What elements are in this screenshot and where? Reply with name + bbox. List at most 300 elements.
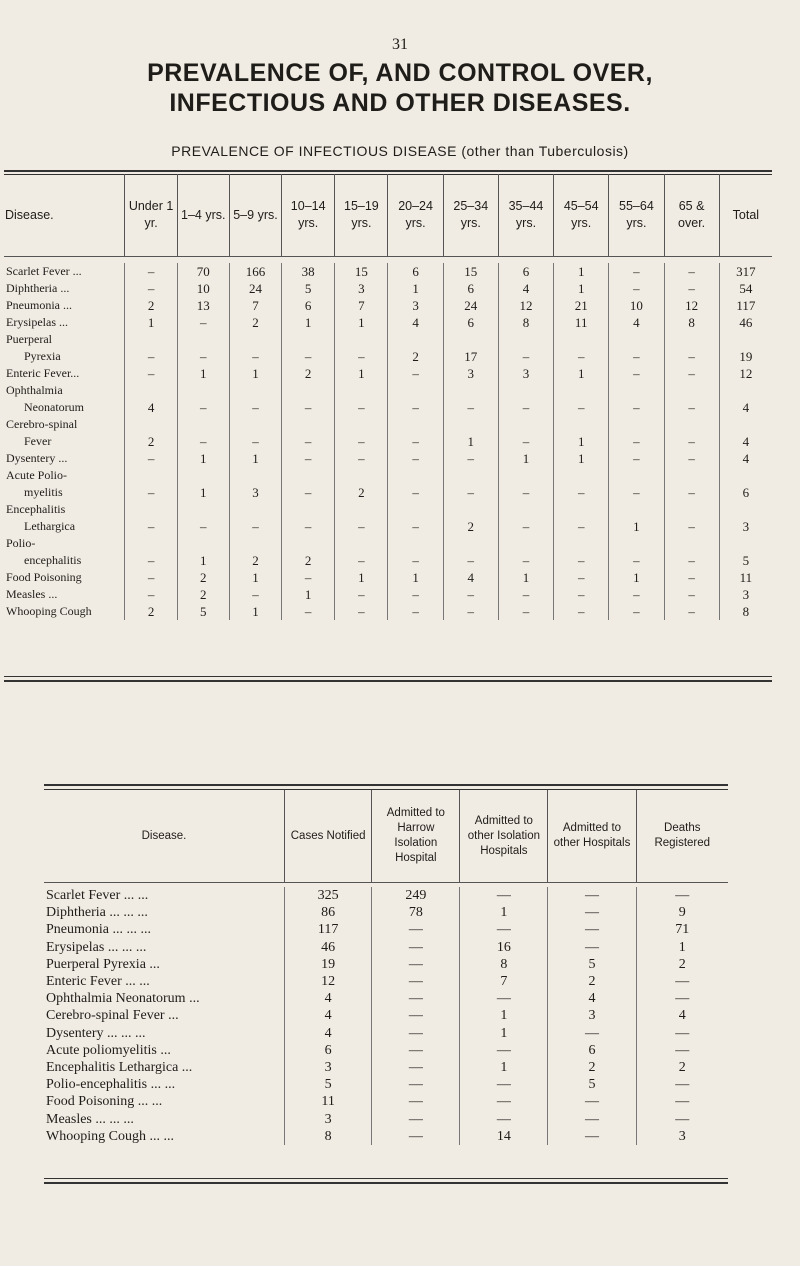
column-header: 45–54 yrs. (554, 174, 609, 257)
data-cell: – (388, 399, 443, 416)
disease-name: Food Poisoning (6, 570, 82, 584)
data-cell: 1 (636, 939, 728, 956)
data-cell: 5 (548, 956, 636, 973)
data-cell (125, 535, 177, 552)
disease-name-cell (4, 501, 125, 518)
total-cell (719, 467, 772, 484)
data-cell: – (125, 348, 177, 365)
data-cell: – (125, 569, 177, 586)
total-cell: 4 (719, 450, 772, 467)
data-cell: 2 (282, 552, 335, 569)
data-cell: – (335, 433, 388, 450)
data-cell (229, 382, 281, 399)
data-cell: – (498, 399, 553, 416)
data-cell (388, 501, 443, 518)
data-cell: – (388, 518, 443, 535)
data-cell: 1 (460, 1007, 548, 1024)
data-cell: – (554, 399, 609, 416)
data-cell: – (388, 365, 443, 382)
data-cell: – (609, 348, 664, 365)
data-cell (229, 501, 281, 518)
data-cell: – (388, 603, 443, 620)
data-cell (177, 416, 229, 433)
table-row (44, 1128, 728, 1145)
data-cell: — (460, 990, 548, 1007)
table-row (44, 904, 728, 921)
disease-name-cell (4, 382, 125, 399)
data-cell: – (282, 603, 335, 620)
data-cell: — (372, 1110, 460, 1127)
data-cell (282, 501, 335, 518)
data-cell (443, 416, 498, 433)
data-cell: – (664, 263, 719, 280)
data-cell: 1 (554, 450, 609, 467)
data-cell: 46 (284, 939, 371, 956)
page-number: 31 (392, 36, 408, 53)
data-cell: 2 (335, 484, 388, 501)
data-cell: — (372, 956, 460, 973)
total-cell: 11 (719, 569, 772, 586)
data-cell: – (177, 433, 229, 450)
data-cell: — (636, 973, 728, 990)
data-cell: — (636, 1110, 728, 1127)
data-cell: 4 (498, 280, 553, 297)
table-row (44, 973, 728, 990)
data-cell: 1 (177, 484, 229, 501)
disease-name: Puerperal (6, 332, 52, 346)
data-cell: 21 (554, 297, 609, 314)
data-cell (282, 535, 335, 552)
disease-name: Erysipelas ... (6, 315, 68, 329)
data-cell: 16 (460, 939, 548, 956)
data-cell: — (460, 1110, 548, 1127)
disease-name: Cerebro-spinal Fever ... (46, 1008, 179, 1024)
column-header: 5–9 yrs. (229, 174, 281, 257)
data-cell: — (548, 887, 636, 904)
table-row (4, 569, 772, 586)
column-header: Total (719, 174, 772, 257)
data-cell: – (229, 348, 281, 365)
data-cell (498, 331, 553, 348)
data-cell: – (335, 518, 388, 535)
data-cell (609, 501, 664, 518)
data-cell: 1 (460, 1025, 548, 1042)
data-cell (443, 382, 498, 399)
data-cell: 3 (284, 1059, 371, 1076)
disease-name-cell (4, 280, 125, 297)
column-header: Disease. (4, 174, 125, 257)
column-header: 65 & over. (664, 174, 719, 257)
data-cell (335, 382, 388, 399)
table-row (4, 280, 772, 297)
column-header: Cases Notified (284, 790, 371, 883)
total-cell (719, 331, 772, 348)
data-cell: 1 (498, 569, 553, 586)
data-cell: 12 (664, 297, 719, 314)
data-cell: 4 (284, 1007, 371, 1024)
data-cell (388, 467, 443, 484)
data-cell (335, 467, 388, 484)
disease-name-cell (4, 569, 125, 586)
data-cell: 1 (229, 365, 281, 382)
data-cell (664, 416, 719, 433)
data-cell: 9 (636, 904, 728, 921)
data-cell: 1 (229, 603, 281, 620)
column-header: Admitted to Harrow Isolation Hospital (372, 790, 460, 883)
data-cell: 24 (229, 280, 281, 297)
disease-name: Acute poliomyelitis ... (46, 1042, 171, 1058)
table-row (4, 518, 772, 535)
data-cell: 1 (177, 552, 229, 569)
disease-name: Cerebro-spinal (6, 417, 78, 431)
disease-name: Encephalitis Lethargica ... (46, 1059, 193, 1075)
data-cell (388, 331, 443, 348)
disease-name: Enteric Fever ... ... (46, 974, 150, 990)
table2-bottom-rule (44, 1182, 728, 1184)
age-prevalence-table (4, 174, 772, 626)
data-cell: – (554, 603, 609, 620)
table-row (4, 331, 772, 348)
data-cell: 12 (284, 973, 371, 990)
disease-name: Food Poisoning ... ... (46, 1094, 163, 1110)
data-cell (554, 416, 609, 433)
data-cell: — (548, 1025, 636, 1042)
data-cell (554, 382, 609, 399)
data-cell: 4 (636, 1007, 728, 1024)
data-cell: 1 (125, 314, 177, 331)
data-cell: 249 (372, 887, 460, 904)
total-cell: 8 (719, 603, 772, 620)
data-cell: 2 (548, 1059, 636, 1076)
data-cell: 5 (282, 280, 335, 297)
data-cell: 1 (609, 518, 664, 535)
column-header: 1–4 yrs. (177, 174, 229, 257)
data-cell: 1 (498, 450, 553, 467)
data-cell (443, 501, 498, 518)
data-cell: – (664, 518, 719, 535)
page-title (0, 58, 800, 118)
spacer-row (4, 620, 772, 626)
total-cell (719, 535, 772, 552)
data-cell: 1 (229, 569, 281, 586)
data-cell: 1 (388, 280, 443, 297)
data-cell: 1 (609, 569, 664, 586)
data-cell (664, 331, 719, 348)
control-summary-table (44, 790, 728, 1145)
page-title-line-1: PREVALENCE OF, AND CONTROL OVER, (147, 59, 653, 87)
data-cell: – (664, 484, 719, 501)
data-cell (177, 382, 229, 399)
disease-name: Encephalitis (6, 502, 66, 516)
data-cell: 1 (554, 365, 609, 382)
disease-name: Puerperal Pyrexia ... (46, 956, 160, 972)
disease-name: Lethargica (24, 519, 76, 533)
disease-name: Acute Polio- (6, 468, 67, 482)
data-cell: — (548, 921, 636, 938)
table-row (4, 382, 772, 399)
data-cell: — (372, 921, 460, 938)
data-cell (664, 467, 719, 484)
data-cell: 1 (388, 569, 443, 586)
table-row (44, 939, 728, 956)
data-cell: — (372, 1007, 460, 1024)
data-cell: 2 (177, 569, 229, 586)
disease-name: Polio- (6, 536, 36, 550)
data-cell: – (282, 484, 335, 501)
total-cell: 46 (719, 314, 772, 331)
data-cell: – (282, 518, 335, 535)
data-cell: – (177, 314, 229, 331)
data-cell: 4 (388, 314, 443, 331)
data-cell: – (609, 280, 664, 297)
data-cell: 3 (284, 1110, 371, 1127)
data-cell: 5 (284, 1076, 371, 1093)
disease-name-cell (4, 331, 125, 348)
data-cell: – (609, 365, 664, 382)
data-cell: – (125, 586, 177, 603)
data-cell (443, 331, 498, 348)
data-cell: 1 (554, 280, 609, 297)
data-cell: 1 (460, 904, 548, 921)
data-cell (229, 416, 281, 433)
total-cell: 19 (719, 348, 772, 365)
table1-caption: PREVALENCE OF INFECTIOUS DISEASE (other than Tuberculosis) (171, 143, 629, 159)
disease-name-cell (4, 263, 125, 280)
table-row (4, 501, 772, 518)
data-cell: — (636, 1042, 728, 1059)
data-cell: – (498, 348, 553, 365)
data-cell: – (443, 484, 498, 501)
data-cell: – (498, 603, 553, 620)
data-cell (554, 535, 609, 552)
total-cell (719, 416, 772, 433)
data-cell: – (282, 348, 335, 365)
table-row (4, 484, 772, 501)
disease-name: Whooping Cough ... ... (46, 1128, 174, 1144)
disease-name-cell (4, 450, 125, 467)
data-cell: – (125, 484, 177, 501)
data-cell: – (125, 518, 177, 535)
data-cell: 7 (335, 297, 388, 314)
data-cell (554, 331, 609, 348)
data-cell: – (335, 552, 388, 569)
data-cell: — (372, 1076, 460, 1093)
data-cell: – (443, 586, 498, 603)
data-cell: 2 (636, 956, 728, 973)
data-cell: – (664, 603, 719, 620)
data-cell: 8 (460, 956, 548, 973)
data-cell: 3 (548, 1007, 636, 1024)
column-header: 20–24 yrs. (388, 174, 443, 257)
data-cell: – (335, 348, 388, 365)
data-cell: 4 (609, 314, 664, 331)
data-cell: — (372, 939, 460, 956)
disease-name: Dysentery ... (6, 451, 68, 465)
data-cell: — (460, 1076, 548, 1093)
data-cell: – (554, 518, 609, 535)
data-cell: — (460, 887, 548, 904)
table1-top-rule (4, 170, 772, 172)
data-cell: 6 (498, 263, 553, 280)
table-row (4, 467, 772, 484)
table2-top-rule (44, 784, 728, 786)
disease-name-cell (4, 552, 125, 569)
disease-name: Erysipelas ... ... ... (46, 939, 147, 955)
disease-name: Scarlet Fever ... (6, 264, 82, 278)
data-cell (229, 331, 281, 348)
data-cell (177, 501, 229, 518)
total-cell: 3 (719, 518, 772, 535)
data-cell: 1 (229, 450, 281, 467)
data-cell: 71 (636, 921, 728, 938)
column-header: Under 1 yr. (125, 174, 177, 257)
data-cell (125, 331, 177, 348)
data-cell (177, 535, 229, 552)
data-cell: — (372, 1042, 460, 1059)
disease-name: Diphtheria ... ... ... (46, 905, 148, 921)
table-row (4, 348, 772, 365)
data-cell (125, 382, 177, 399)
table-row (44, 956, 728, 973)
disease-name: Polio-encephalitis ... ... (46, 1077, 176, 1093)
data-cell (498, 467, 553, 484)
data-cell: 13 (177, 297, 229, 314)
data-cell: 38 (282, 263, 335, 280)
data-cell: – (498, 433, 553, 450)
data-cell: 3 (388, 297, 443, 314)
data-cell: – (177, 399, 229, 416)
data-cell: – (388, 552, 443, 569)
data-cell: – (388, 433, 443, 450)
data-cell: — (548, 1093, 636, 1110)
data-cell: 10 (177, 280, 229, 297)
table-row (44, 990, 728, 1007)
column-header: 10–14 yrs. (282, 174, 335, 257)
data-cell: 24 (443, 297, 498, 314)
data-cell: – (498, 484, 553, 501)
disease-name: Measles ... ... ... (46, 1111, 134, 1127)
column-header: 55–64 yrs. (609, 174, 664, 257)
total-cell: 4 (719, 399, 772, 416)
data-cell: 117 (284, 921, 371, 938)
disease-name: Diphtheria ... (6, 281, 70, 295)
page-title-line-2: INFECTIOUS AND OTHER DISEASES. (169, 89, 631, 117)
data-cell: – (282, 399, 335, 416)
table-row (4, 552, 772, 569)
data-cell: 1 (335, 365, 388, 382)
data-cell: 10 (609, 297, 664, 314)
disease-name-cell (4, 416, 125, 433)
disease-name: Ophthalmia Neonatorum ... (46, 991, 200, 1007)
total-cell: 317 (719, 263, 772, 280)
data-cell: – (609, 586, 664, 603)
table-row (4, 416, 772, 433)
total-cell: 5 (719, 552, 772, 569)
data-cell (664, 382, 719, 399)
table-row (44, 1093, 728, 1110)
data-cell (335, 501, 388, 518)
disease-name: Scarlet Fever ... ... (46, 888, 149, 904)
data-cell: – (229, 518, 281, 535)
data-cell: — (372, 973, 460, 990)
data-cell: 3 (229, 484, 281, 501)
table-row (44, 1007, 728, 1024)
data-cell: 2 (125, 603, 177, 620)
data-cell (125, 467, 177, 484)
data-cell: – (609, 484, 664, 501)
data-cell: — (372, 1025, 460, 1042)
table-row (44, 1059, 728, 1076)
data-cell: – (125, 365, 177, 382)
table-row (4, 603, 772, 620)
data-cell: – (335, 603, 388, 620)
table-row (4, 399, 772, 416)
data-cell: 2 (177, 586, 229, 603)
data-cell: — (372, 990, 460, 1007)
data-cell: — (372, 1128, 460, 1145)
data-cell: 1 (443, 433, 498, 450)
table-row (4, 297, 772, 314)
column-header: 25–34 yrs. (443, 174, 498, 257)
data-cell: – (229, 586, 281, 603)
data-cell (498, 416, 553, 433)
data-cell: 4 (125, 399, 177, 416)
data-cell: – (609, 603, 664, 620)
data-cell (229, 535, 281, 552)
data-cell: 2 (388, 348, 443, 365)
disease-name: Fever (24, 434, 52, 448)
disease-name: Measles ... (6, 587, 58, 601)
table-row (4, 433, 772, 450)
data-cell: – (335, 450, 388, 467)
data-cell: 7 (460, 973, 548, 990)
table-row (4, 263, 772, 280)
spacer-cell (4, 620, 772, 626)
data-cell: 14 (460, 1128, 548, 1145)
data-cell (229, 467, 281, 484)
data-cell (554, 501, 609, 518)
data-cell: 2 (636, 1059, 728, 1076)
disease-name-cell (4, 433, 125, 450)
data-cell: 78 (372, 904, 460, 921)
data-cell (388, 382, 443, 399)
table-row (4, 586, 772, 603)
data-cell: 6 (443, 280, 498, 297)
column-header: 15–19 yrs. (335, 174, 388, 257)
data-cell: 1 (554, 433, 609, 450)
data-cell (498, 382, 553, 399)
data-cell: 2 (125, 433, 177, 450)
data-cell: 2 (282, 365, 335, 382)
disease-name-cell (4, 399, 125, 416)
data-cell: 70 (177, 263, 229, 280)
data-cell (443, 467, 498, 484)
data-cell: – (388, 450, 443, 467)
data-cell: — (548, 1110, 636, 1127)
data-cell (125, 416, 177, 433)
data-cell (177, 331, 229, 348)
data-cell (282, 416, 335, 433)
data-cell: – (498, 586, 553, 603)
disease-name: Whooping Cough (6, 604, 92, 618)
total-cell: 6 (719, 484, 772, 501)
data-cell: – (443, 603, 498, 620)
data-cell: – (664, 348, 719, 365)
total-cell: 117 (719, 297, 772, 314)
data-cell: – (443, 552, 498, 569)
data-cell: 4 (284, 1025, 371, 1042)
data-cell: 6 (388, 263, 443, 280)
